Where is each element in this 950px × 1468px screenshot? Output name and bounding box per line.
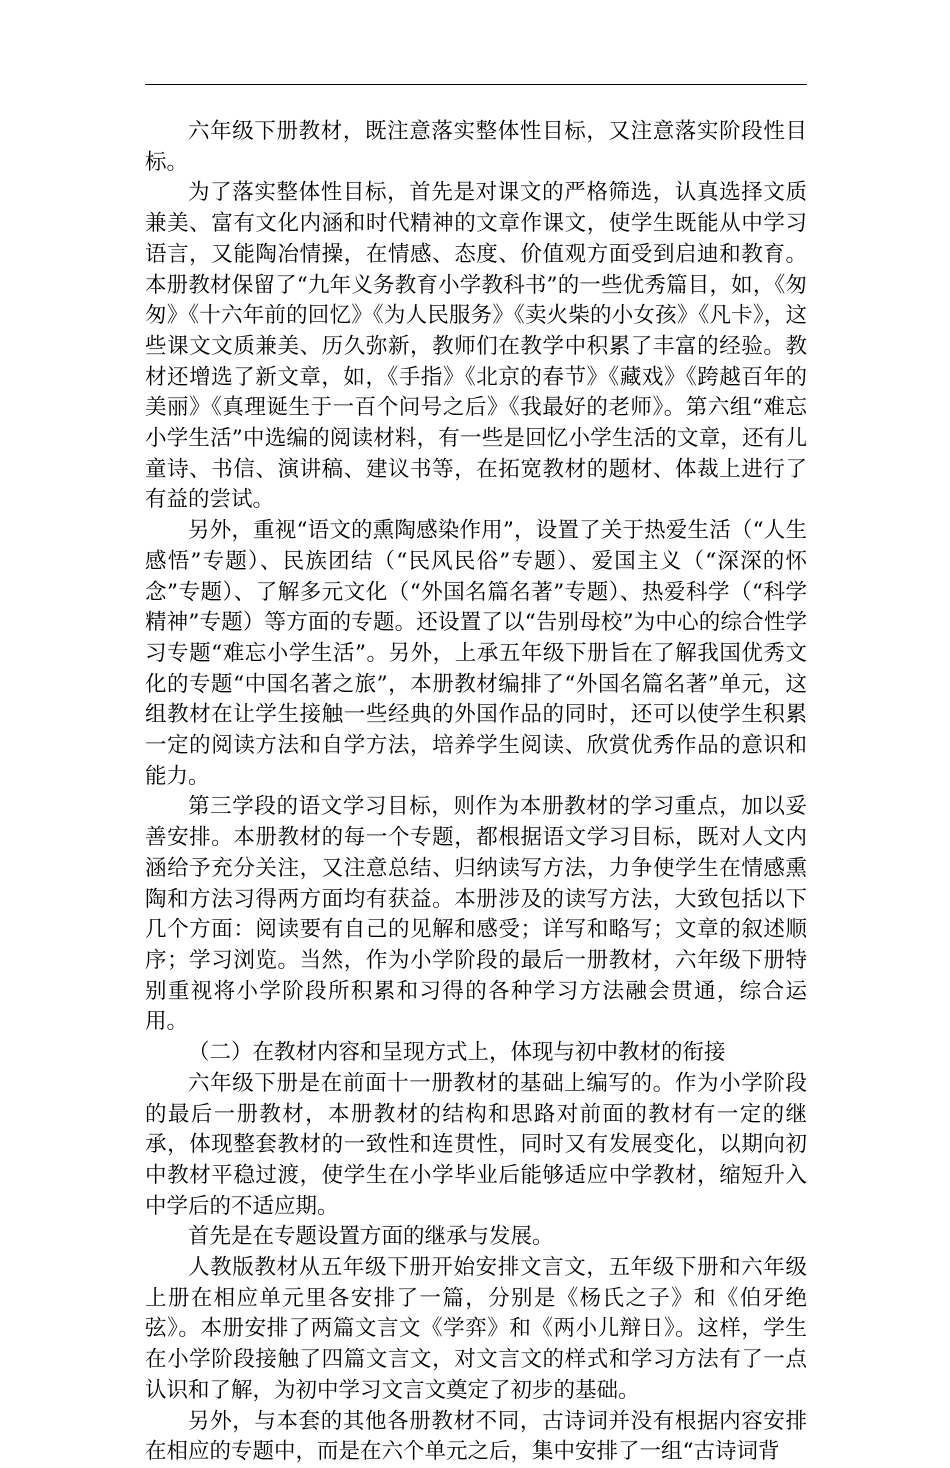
paragraph: 六年级下册教材，既注意落实整体性目标，又注意落实阶段性目标。 [145,119,807,175]
paragraph: 为了落实整体性目标，首先是对课文的严格筛选，认真选择文质兼美、富有文化内涵和时代精神的文章作课文，使学生既能从中学习语言，又能陶冶情操，在情感、态度、价值观方面受到启迪和教育。本册教材保留了“九年义务教育小学教科书”的一些优秀篇目，如，《匆匆》《十六年前的回忆》《为人民服务》《卖火柴的小女孩》《凡卡》，这些课文文质兼美、历久弥新，教师们在教学中积累了丰富的经验。教材还增选了新文章，如，《手指》《北京的春节》《藏戏》《跨越百年的美丽》《真理诞生于一百个问号之后》《我最好的老师》。第六组“难忘小学生活”中选编的阅读材料，有一些是回忆小学生活的文章，还有儿童诗、书信、演讲稿、建议书等，在拓宽教材的题材、体裁上进行了有益的尝试。 [145,180,807,513]
paragraph: 第三学段的语文学习目标，则作为本册教材的学习重点，加以妥善安排。本册教材的每一个专题，都根据语文学习目标，既对人文内涵给予充分关注，又注意总结、归纳读写方法，力争使学生在情感熏陶和方法习得两方面均有获益。本册涉及的读写方法，大致包括以下几个方面：阅读要有自己的见解和感受；详写和略写；文章的叙述顺序；学习浏览。当然，作为小学阶段的最后一册教材，六年级下册特别重视将小学阶段所积累和习得的各种学习方法融会贯通，综合运用。 [145,794,807,1035]
section-heading: （二）在教材内容和呈现方式上，体现与初中教材的衔接 [188,1040,726,1066]
paragraph: 六年级下册是在前面十一册教材的基础上编写的。作为小学阶段的最后一册教材，本册教材的结构和思路对前面的教材有一定的继承，体现整套教材的一致性和连贯性，同时又有发展变化，以期向初中教材平稳过渡，使学生在小学毕业后能够适应中学教材，缩短升入中学后的不适应期。 [145,1070,807,1219]
paragraph: 另外，与本套的其他各册教材不同，古诗词并没有根据内容安排在相应的专题中，而是在六个单元之后，集中安排了一组“古诗词背 [145,1408,807,1465]
header-rule [145,84,807,85]
paragraph: 人教版教材从五年级下册开始安排文言文，五年级下册和六年级上册在相应单元里各安排了一篇，分别是《杨氏之子》和《伯牙绝弦》。本册安排了两篇文言文《学弈》和《两小儿辩日》。这样，学生在小学阶段接触了四篇文言文，对文言文的样式和学习方法有了一点认识和了解，为初中学习文言文奠定了初步的基础。 [145,1255,807,1403]
document-body [145,117,807,1468]
paragraph: 另外，重视“语文的熏陶感染作用”，设置了关于热爱生活（“人生感悟”专题）、民族团结（“民风民俗”专题）、爱国主义（“深深的怀念”专题）、了解多元文化（“外国名篇名著”专题）、热爱科学（“科学精神”专题）等方面的专题。还设置了以“告别母校”为中心的综合性学习专题“难忘小学生活”。另外，上承五年级下册旨在了解我国优秀文化的专题“中国名著之旅”，本册教材编排了“外国名篇名著”单元，这组教材在让学生接触一些经典的外国作品的同时，还可以使学生积累一定的阅读方法和自学方法，培养学生阅读、欣赏优秀作品的意识和能力。 [145,518,807,789]
paragraph: 首先是在专题设置方面的继承与发展。 [188,1224,554,1250]
